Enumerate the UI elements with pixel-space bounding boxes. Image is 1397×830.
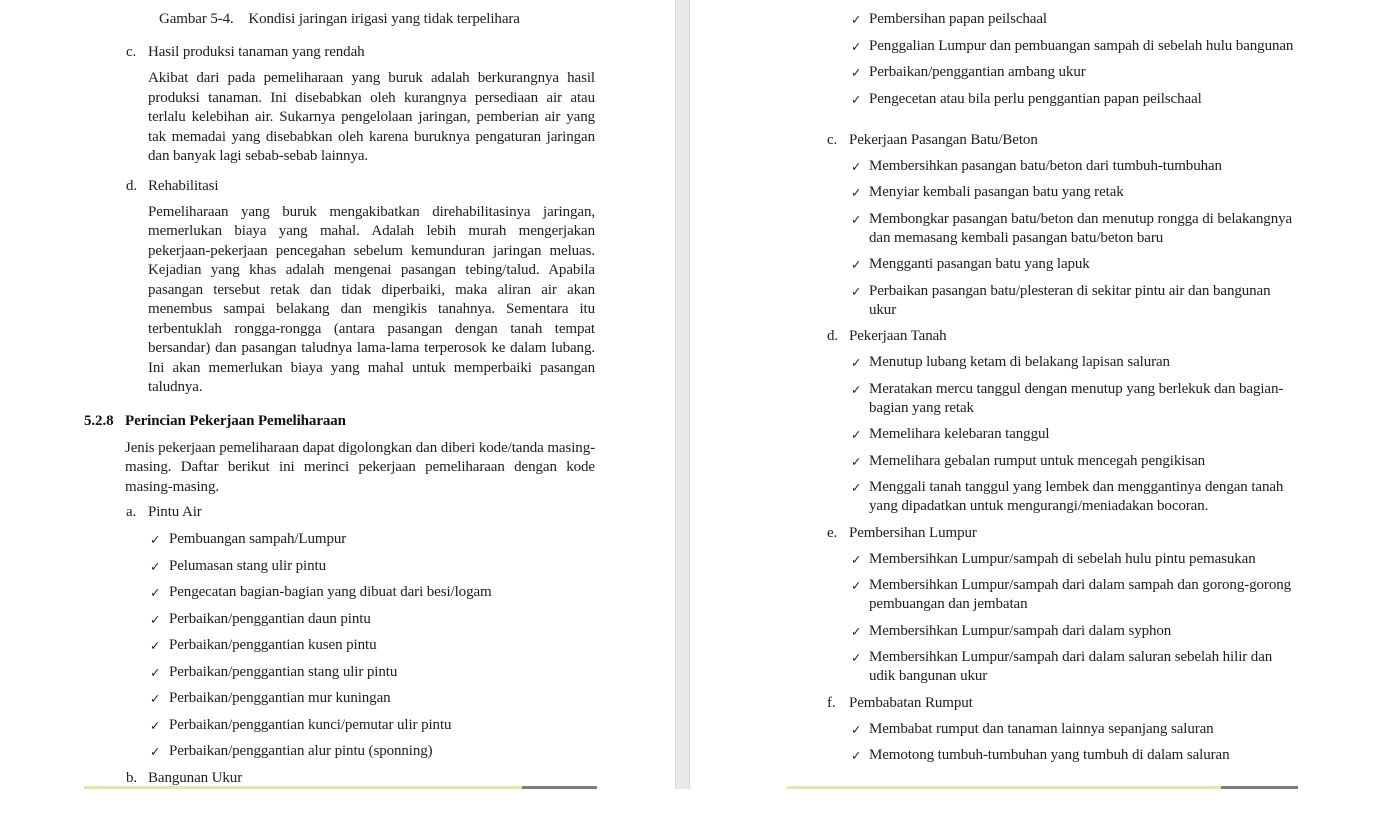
page-left <box>0 0 675 790</box>
paragraph-item-c: Akibat dari pada pemeliharaan yang buruk adalah berkurangnya hasil produksi tanaman. Ini disebabkan oleh kurangnya persediaan air atau terlalu kelebihan air. Sukarnya pengelolaan jaringan, pemberian air yang tak memadai yang disebabkan oleh karena buruknya pengaturan jaringan dan banyak lagi sebab-sebab lainnya. <box>148 70 595 164</box>
checklist-item <box>851 353 1397 372</box>
checklist-item-text: Perbaikan/penggantian ambang ukur <box>869 64 1086 80</box>
checkmark-icon: ✓ <box>851 38 862 54</box>
checklist-item-text: Perbaikan/penggantian alur pintu (sponning) <box>169 743 433 759</box>
list-item-title: Bangunan Ukur <box>148 769 243 786</box>
checklist-item <box>851 622 1397 641</box>
list-item-letter: e. <box>827 524 838 541</box>
checkmark-icon: ✓ <box>851 257 862 272</box>
checkmark-icon: ✓ <box>150 558 161 574</box>
list-section-heading <box>827 131 1397 150</box>
checkmark-icon: ✓ <box>851 551 862 567</box>
list-item-a <box>126 503 675 522</box>
checklist-item <box>150 636 675 655</box>
list-item-letter: b. <box>126 769 138 786</box>
checklist-item <box>851 478 1397 516</box>
checklist <box>851 720 1397 766</box>
checklist-item <box>851 550 1397 569</box>
checklist-item <box>851 10 1397 29</box>
table-border-rule-gray <box>1221 786 1298 789</box>
section-number: 5.2.8 <box>84 412 114 429</box>
checklist-item <box>150 663 675 682</box>
checkmark-icon: ✓ <box>851 480 862 495</box>
list-item-title: Pintu Air <box>148 504 202 520</box>
list-section-heading <box>827 524 1397 543</box>
checkmark-icon: ✓ <box>150 717 161 733</box>
checklist-item-text: Pengecatan bagian-bagian yang dibuat dari besi/logam <box>169 584 492 600</box>
checklist <box>851 550 1397 687</box>
list-section <box>690 327 1397 516</box>
checkmark-icon: ✓ <box>150 744 161 759</box>
checklist-item <box>851 63 1397 82</box>
checklist <box>851 353 1397 516</box>
page-right <box>690 0 1397 790</box>
checklist-item-text: Membabat rumput dan tanaman lainnya sepanjang saluran <box>869 720 1214 737</box>
checklist-item <box>851 746 1397 765</box>
checkmark-icon: ✓ <box>851 623 862 639</box>
checklist-item-text: Pengecetan atau bila perlu penggantian papan peilschaal <box>869 90 1202 107</box>
checklist-item-text: Mengganti pasangan batu yang lapuk <box>869 256 1090 272</box>
checklist-item <box>851 90 1397 109</box>
checkmark-icon: ✓ <box>851 453 862 469</box>
checklist-item <box>851 380 1397 418</box>
list-item-title: Pembersihan Lumpur <box>849 524 977 541</box>
checkmark-icon: ✓ <box>851 381 862 397</box>
checkmark-icon: ✓ <box>851 211 862 227</box>
highlight-rule-yellow <box>84 786 522 789</box>
checklist-item <box>851 425 1397 444</box>
list-section <box>690 694 1397 766</box>
checklist-item-text: Meratakan mercu tanggul dengan menutup yang berlekuk dan bagian-bagian yang retak <box>869 380 1284 416</box>
checklist-item-text: Menutup lubang ketam di belakang lapisan saluran <box>869 354 1170 370</box>
checklist-item-text: Membersihkan Lumpur/sampah dari dalam syphon <box>869 622 1172 639</box>
checkmark-icon: ✓ <box>851 158 862 174</box>
checklist-item <box>851 648 1397 686</box>
page-gutter <box>675 0 690 789</box>
checklist-item <box>851 210 1397 248</box>
checklist-item-text: Pelumasan stang ulir pintu <box>169 557 326 574</box>
checkmark-icon: ✓ <box>851 721 862 737</box>
list-item-title: Pekerjaan Tanah <box>849 328 947 344</box>
list-section-heading <box>827 694 1397 713</box>
checkmark-icon: ✓ <box>150 611 161 627</box>
checklist-item <box>150 716 675 735</box>
section-heading <box>84 412 675 431</box>
list-section <box>690 524 1397 687</box>
checklist-item <box>851 183 1397 202</box>
checklist-item-text: Membersihkan Lumpur/sampah dari dalam sampah dan gorong-gorong pembuangan dan jembatan <box>869 577 1292 612</box>
checkmark-icon: ✓ <box>851 355 862 370</box>
checklist-item-text: Pembuangan sampah/Lumpur <box>169 531 347 547</box>
checkmark-icon: ✓ <box>851 12 862 27</box>
checklist-item <box>150 689 675 708</box>
checklist-item-text: Pembersihan papan peilschaal <box>869 11 1047 27</box>
checklist-item-text: Perbaikan pasangan batu/plesteran di sekitar pintu air dan bangunan ukur <box>869 282 1271 318</box>
checkmark-icon: ✓ <box>851 578 862 593</box>
checklist <box>851 157 1397 320</box>
figure-caption-label: Gambar 5-4. <box>159 11 234 27</box>
list-item-title: Pekerjaan Pasangan Batu/Beton <box>849 131 1038 148</box>
checklist-item-text: Memotong tumbuh-tumbuhan yang tumbuh di dalam saluran <box>869 747 1230 763</box>
figure-caption-text: Kondisi jaringan irigasi yang tidak terpelihara <box>248 11 520 27</box>
checklist-pintu-air <box>150 530 675 761</box>
checklist-item <box>150 583 675 602</box>
checklist-item <box>150 610 675 629</box>
checkmark-icon: ✓ <box>851 427 862 442</box>
checklist-item-text: Perbaikan/penggantian mur kuningan <box>169 690 391 706</box>
checklist-item <box>851 157 1397 176</box>
checkmark-icon: ✓ <box>150 585 161 600</box>
list-item-letter: d. <box>126 177 138 194</box>
checkmark-icon: ✓ <box>851 283 862 299</box>
list-item-d <box>126 177 675 196</box>
checkmark-icon: ✓ <box>150 638 161 653</box>
checkmark-icon: ✓ <box>851 650 862 665</box>
checklist-item <box>150 557 675 576</box>
checklist-item-text: Perbaikan/penggantian daun pintu <box>169 610 371 627</box>
checklist-item <box>851 452 1397 471</box>
list-item-letter: f. <box>827 694 836 711</box>
checklist-item-text: Membersihkan Lumpur/sampah dari dalam saluran sebelah hilir dan udik bangunan ukur <box>869 649 1273 684</box>
checklist-item-text: Memelihara kelebaran tanggul <box>869 426 1050 442</box>
checklist-item-text: Membersihkan pasangan batu/beton dari tumbuh-tumbuhan <box>869 157 1222 174</box>
checkmark-icon: ✓ <box>851 185 862 200</box>
checklist-bangunan-ukur-continued <box>851 10 1397 109</box>
checkmark-icon: ✓ <box>150 532 161 547</box>
checklist-item <box>851 720 1397 739</box>
section-paragraph: Jenis pekerjaan pemeliharaan dapat digolongkan dan diberi kode/tanda masing-masing. Daftar berikut ini merinci pekerjaan pemeliharaan dengan kode masing-masing. <box>125 439 595 495</box>
checkmark-icon: ✓ <box>851 748 862 763</box>
checklist-item <box>851 576 1397 614</box>
checkmark-icon: ✓ <box>150 664 161 680</box>
checklist-item <box>851 255 1397 274</box>
checklist-item <box>851 282 1397 320</box>
list-item-letter: a. <box>126 504 137 520</box>
checklist-item <box>851 37 1397 56</box>
list-item-title: Pembabatan Rumput <box>849 694 973 711</box>
checklist-item <box>150 742 675 761</box>
checkmark-icon: ✓ <box>851 91 862 107</box>
checklist-item-text: Penggalian Lumpur dan pembuangan sampah di sebelah hulu bangunan <box>869 37 1294 54</box>
list-item-title: Hasil produksi tanaman yang rendah <box>148 44 365 60</box>
checkmark-icon: ✓ <box>150 691 161 706</box>
list-item-title: Rehabilitasi <box>148 177 219 194</box>
list-item-letter: c. <box>827 131 838 148</box>
checklist-item-text: Perbaikan/penggantian stang ulir pintu <box>169 663 398 680</box>
highlight-rule-yellow <box>787 786 1221 789</box>
checklist-item-text: Memelihara gebalan rumput untuk mencegah pengikisan <box>869 452 1206 469</box>
list-item-letter: d. <box>827 328 839 344</box>
checklist-item-text: Membersihkan Lumpur/sampah di sebelah hulu pintu pemasukan <box>869 550 1256 567</box>
section-title: Perincian Pekerjaan Pemeliharaan <box>125 412 346 429</box>
checklist-item-text: Perbaikan/penggantian kunci/pemutar ulir pintu <box>169 716 452 733</box>
checklist-item-text: Menggali tanah tanggul yang lembek dan menggantinya dengan tanah yang dipadatkan untuk mengurangi/meniadakan bocoran. <box>869 479 1284 514</box>
list-item-letter: c. <box>126 44 137 60</box>
list-item-b <box>126 769 675 788</box>
checklist-item-text: Membongkar pasangan batu/beton dan menutup rongga di belakangnya dan memasang kembali pasangan batu/beton baru <box>869 210 1293 246</box>
checklist-item-text: Menyiar kembali pasangan batu yang retak <box>869 184 1124 200</box>
list-section <box>690 131 1397 320</box>
checklist-item-text: Perbaikan/penggantian kusen pintu <box>169 637 377 653</box>
list-section-heading <box>827 327 1397 346</box>
checklist-item <box>150 530 675 549</box>
paragraph-item-d: Pemeliharaan yang buruk mengakibatkan direhabilitasinya jaringan, memerlukan biaya yang mahal. Adalah lebih murah mengerjakan pekerjaan-pekerjaan pencegahan sebelum kemunduran jaringan meluas. Kejadian yang khas adalah mengenai pasangan tebing/talud. Apabila pasangan tersebut retak dan tidak diperbaiki, maka aliran air akan menembus sampai belakang dan mengikis tanahnya. Sementara itu terbentuklah rongga-rongga (antara pasangan dengan tanah tempat bersandar) dan pasangan taludnya lama-lama terperosok ke dalam lubang. Ini akan memerlukan biaya yang mahal untuk memperbaiki pasangan taludnya. <box>148 203 595 395</box>
figure-caption <box>159 10 675 29</box>
checkmark-icon: ✓ <box>851 65 862 80</box>
table-border-rule-gray <box>522 786 597 789</box>
lettered-sections <box>690 131 1397 766</box>
list-item-c <box>126 43 675 62</box>
